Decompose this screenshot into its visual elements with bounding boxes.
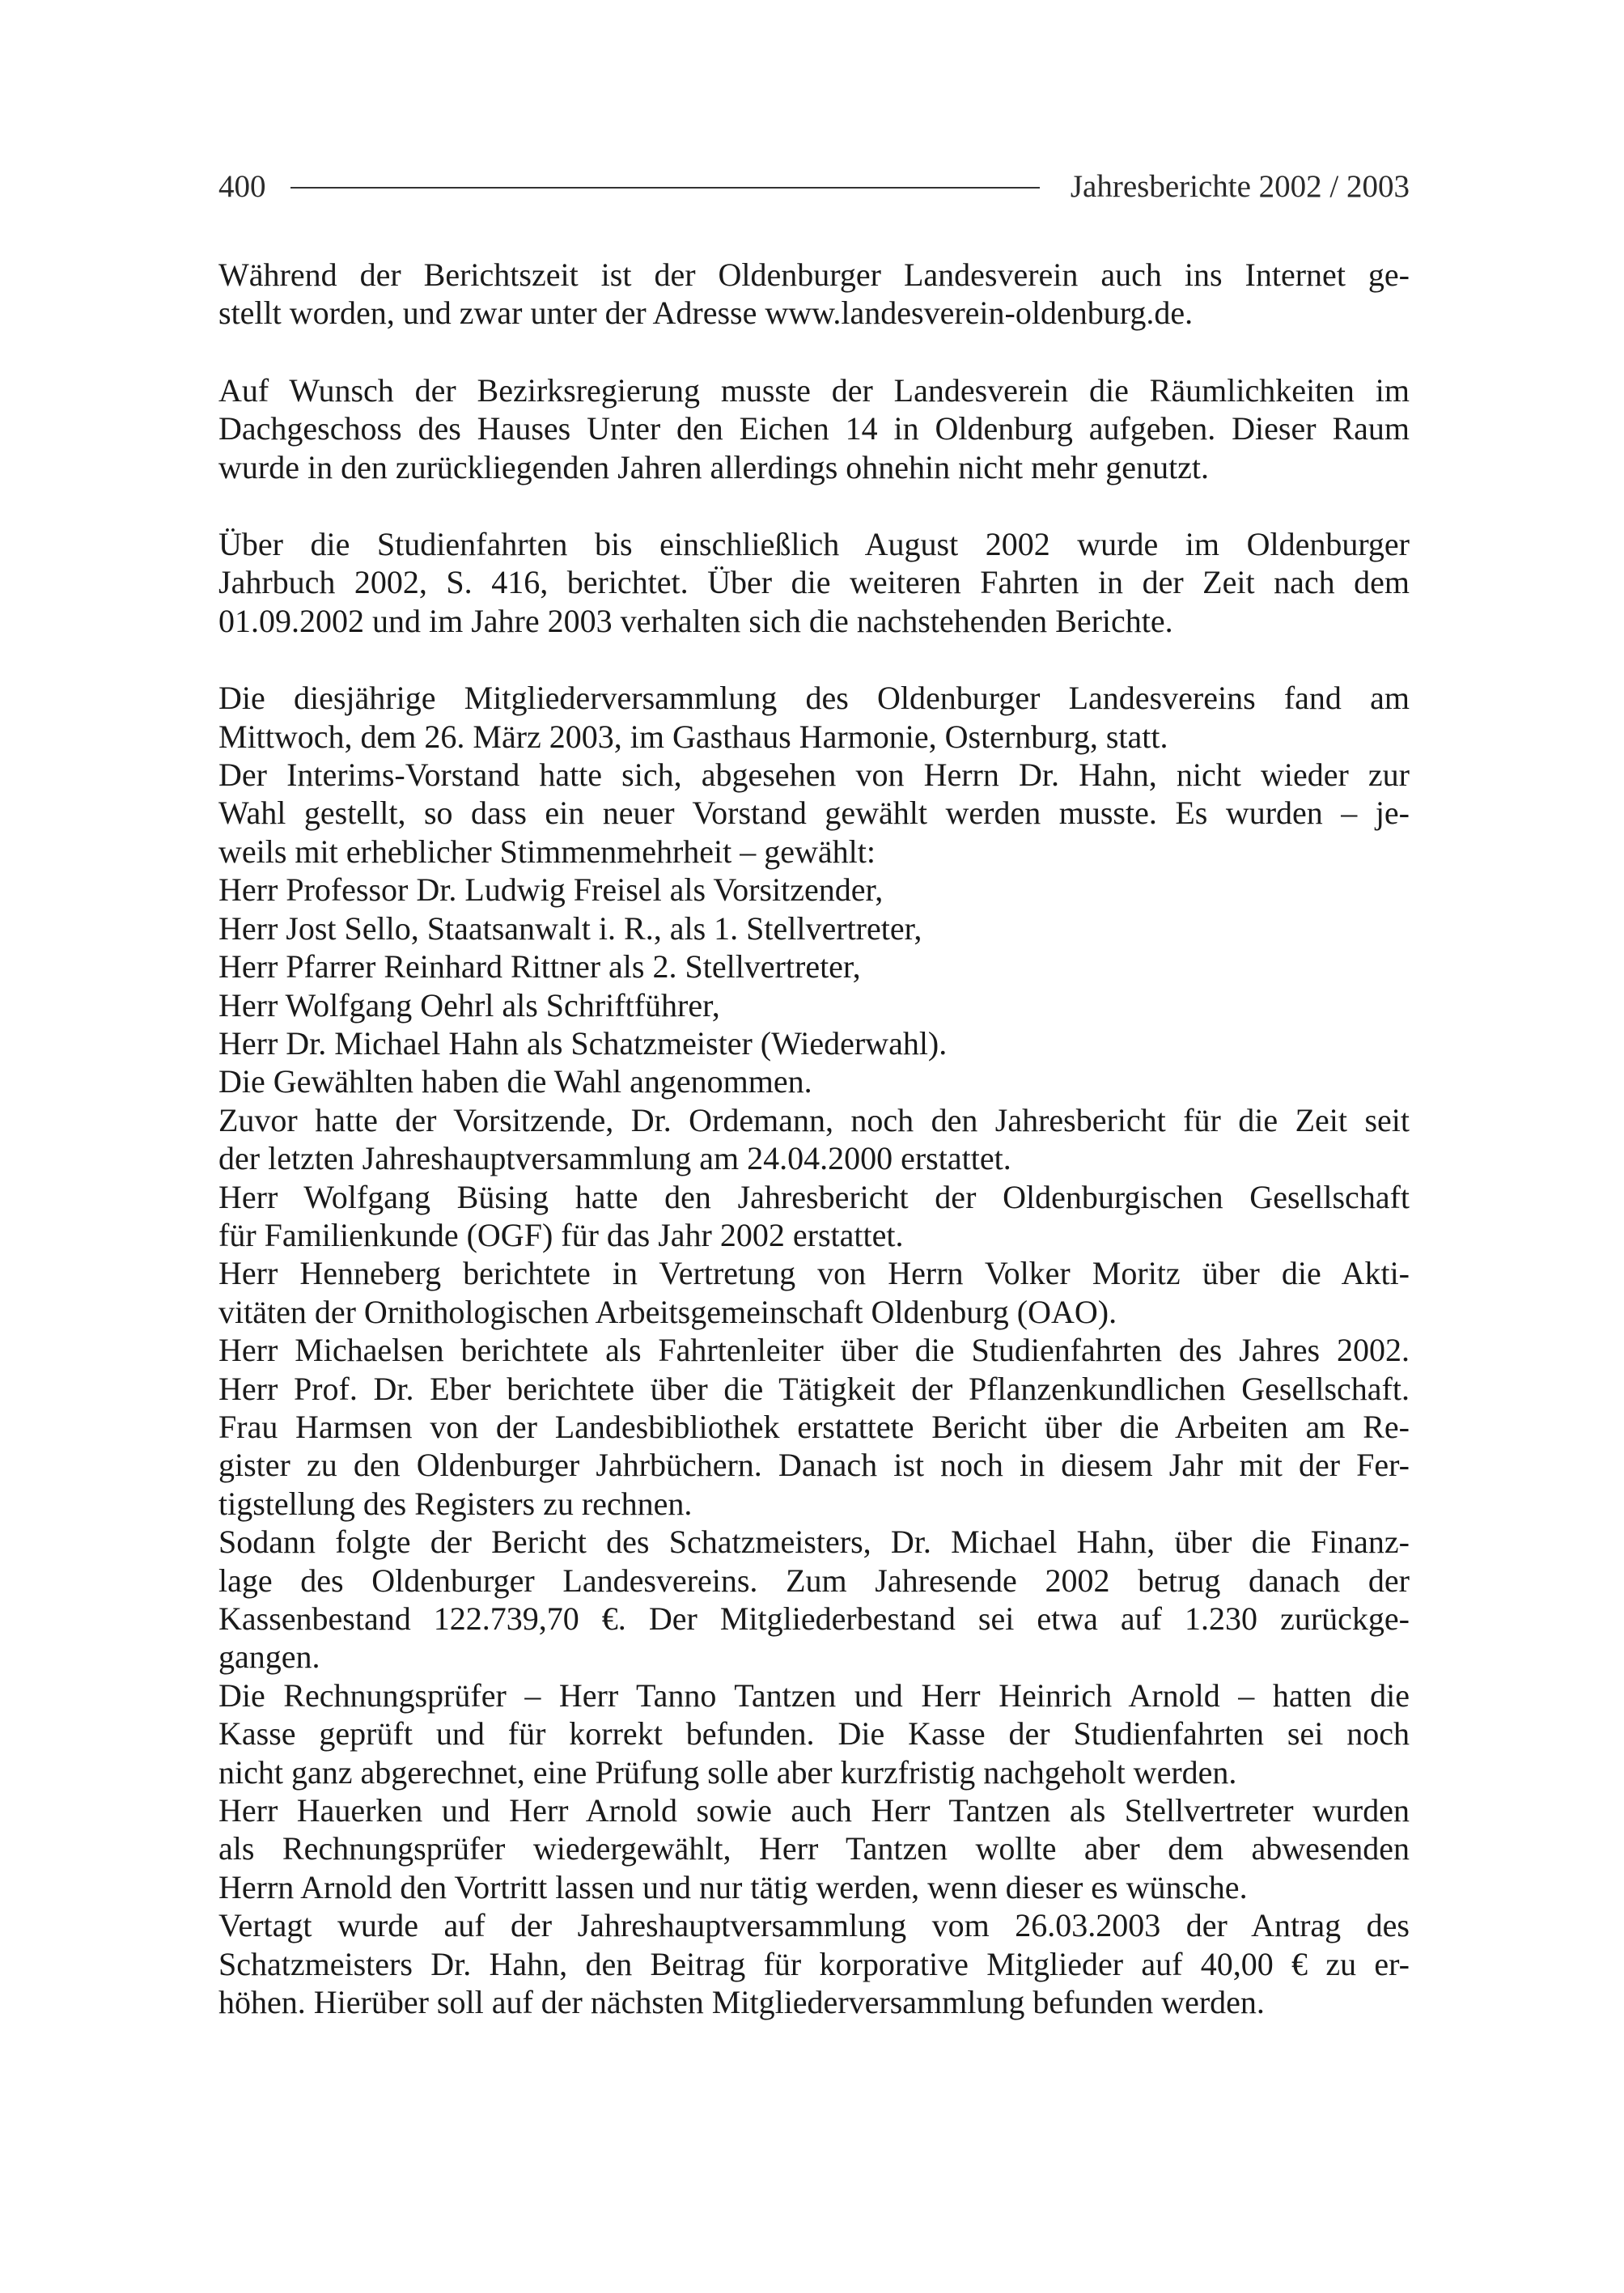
text-line: stellt worden, und zwar unter der Adresse www.landesverein-oldenburg.de. — [218, 295, 1194, 332]
text-line: 01.09.2002 und im Jahre 2003 verhalten sich die nachstehenden Berichte. — [218, 602, 1173, 639]
paragraph-internet — [218, 256, 1410, 333]
page-number: 400 — [218, 168, 266, 204]
text-line: Herrn Arnold den Vortritt lassen und nur tätig werden, wenn dieser es wünsche. — [218, 1868, 1248, 1905]
text-line: Herr Wolfgang Büsing hatte den Jahresbericht der Oldenburgischen Gesellschaft — [218, 1178, 1410, 1215]
text-line: gister zu den Oldenburger Jahrbüchern. Danach ist noch in diesem Jahr mit der Fer- — [218, 1447, 1410, 1484]
text-line: Frau Harmsen von der Landesbibliothek erstattete Bericht über die Arbeiten am Re- — [218, 1408, 1410, 1445]
text-line: Herr Hauerken und Herr Arnold sowie auch Herr Tantzen als Stellvertreter wurden — [218, 1792, 1410, 1829]
text-line: Herr Henneberg berichtete in Vertretung von Herrn Volker Moritz über die Akti- — [218, 1255, 1410, 1292]
text-line: Die diesjährige Mitgliederversammlung des Oldenburger Landesvereins fand am — [218, 680, 1410, 717]
text-line: Herr Pfarrer Reinhard Rittner als 2. Stellvertreter, — [218, 948, 861, 985]
text-line: Über die Studienfahrten bis einschließlich August 2002 wurde im Oldenburger — [218, 526, 1410, 563]
text-line: Herr Michaelsen berichtete als Fahrtenleiter über die Studienfahrten des Jahres 2002. — [218, 1332, 1410, 1369]
text-line: Sodann folgte der Bericht des Schatzmeisters, Dr. Michael Hahn, über die Finanz- — [218, 1524, 1410, 1561]
text-line: Kassenbestand 122.739,70 €. Der Mitgliederbestand sei etwa auf 1.230 zurückge- — [218, 1600, 1410, 1637]
text-line: tigstellung des Registers zu rechnen. — [218, 1485, 693, 1522]
text-line: nicht ganz abgerechnet, eine Prüfung solle aber kurzfristig nachgeholt werden. — [218, 1753, 1237, 1791]
text-line: Während der Berichtszeit ist der Oldenburger Landesverein auch ins Internet ge- — [218, 256, 1410, 293]
text-line: Die Gewählten haben die Wahl angenommen. — [218, 1063, 812, 1100]
text-line: Dachgeschoss des Hauses Unter den Eichen 14 in Oldenburg aufgeben. Dieser Raum — [218, 410, 1410, 447]
text-line: Auf Wunsch der Bezirksregierung musste der Landesverein die Räumlichkeiten im — [218, 371, 1410, 409]
text-line: Schatzmeisters Dr. Hahn, den Beitrag für korporative Mitglieder auf 40,00 € zu er- — [218, 1945, 1410, 1982]
text-line: Wahl gestellt, so dass ein neuer Vorstand gewählt werden musste. Es wurden – je- — [218, 795, 1410, 832]
text-line: Herr Jost Sello, Staatsanwalt i. R., als 1. Stellvertreter, — [218, 909, 922, 947]
paragraph-general-meeting — [218, 679, 1410, 2021]
text-line: vitäten der Ornithologischen Arbeitsgemeinschaft Oldenburg (OAO). — [218, 1293, 1117, 1330]
text-line: Jahrbuch 2002, S. 416, berichtet. Über die weiteren Fahrten in der Zeit nach dem — [218, 564, 1410, 601]
text-line: Der Interims-Vorstand hatte sich, abgesehen von Herrn Dr. Hahn, nicht wieder zur — [218, 757, 1410, 794]
header-rule — [290, 187, 1040, 189]
text-line: weils mit erheblicher Stimmenmehrheit – gewählt: — [218, 833, 876, 870]
document-page — [218, 162, 1410, 2021]
text-line: der letzten Jahreshauptversammlung am 24.04.2000 erstattet. — [218, 1140, 1011, 1177]
paragraph-study-trips — [218, 525, 1410, 640]
text-line: gangen. — [218, 1638, 320, 1676]
text-line: Die Rechnungsprüfer – Herr Tanno Tantzen und Herr Heinrich Arnold – hatten die — [218, 1676, 1410, 1714]
text-line: Zuvor hatte der Vorsitzende, Dr. Ordemann, noch den Jahresbericht für die Zeit seit — [218, 1101, 1410, 1138]
text-line: Herr Dr. Michael Hahn als Schatzmeister (Wiederwahl). — [218, 1024, 948, 1062]
text-line: für Familienkunde (OGF) für das Jahr 2002 erstattet. — [218, 1216, 904, 1253]
text-line: lage des Oldenburger Landesvereins. Zum Jahresende 2002 betrug danach der — [218, 1562, 1410, 1599]
text-line: Vertagt wurde auf der Jahreshauptversammlung vom 26.03.2003 der Antrag des — [218, 1907, 1410, 1944]
running-head — [218, 162, 1410, 210]
text-line: wurde in den zurückliegenden Jahren allerdings ohnehin nicht mehr genutzt. — [218, 448, 1210, 485]
text-line: Kasse geprüft und für korrekt befunden. Die Kasse der Studienfahrten sei noch — [218, 1715, 1410, 1753]
text-line: Mittwoch, dem 26. März 2003, im Gasthaus Harmonie, Osternburg, statt. — [218, 718, 1168, 755]
text-line: Herr Prof. Dr. Eber berichtete über die Tätigkeit der Pflanzenkundlichen Gesellschaft. — [218, 1370, 1410, 1407]
body-text — [218, 256, 1410, 2021]
text-line: als Rechnungsprüfer wiedergewählt, Herr Tantzen wollte aber dem abwesenden — [218, 1830, 1410, 1867]
text-line: Herr Professor Dr. Ludwig Freisel als Vorsitzender, — [218, 871, 884, 909]
running-title: Jahresberichte 2002 / 2003 — [1070, 168, 1410, 204]
text-line: höhen. Hierüber soll auf der nächsten Mitgliederversammlung befunden werden. — [218, 1984, 1265, 2021]
text-line: Herr Wolfgang Oehrl als Schriftführer, — [218, 986, 720, 1024]
paragraph-rooms — [218, 371, 1410, 486]
